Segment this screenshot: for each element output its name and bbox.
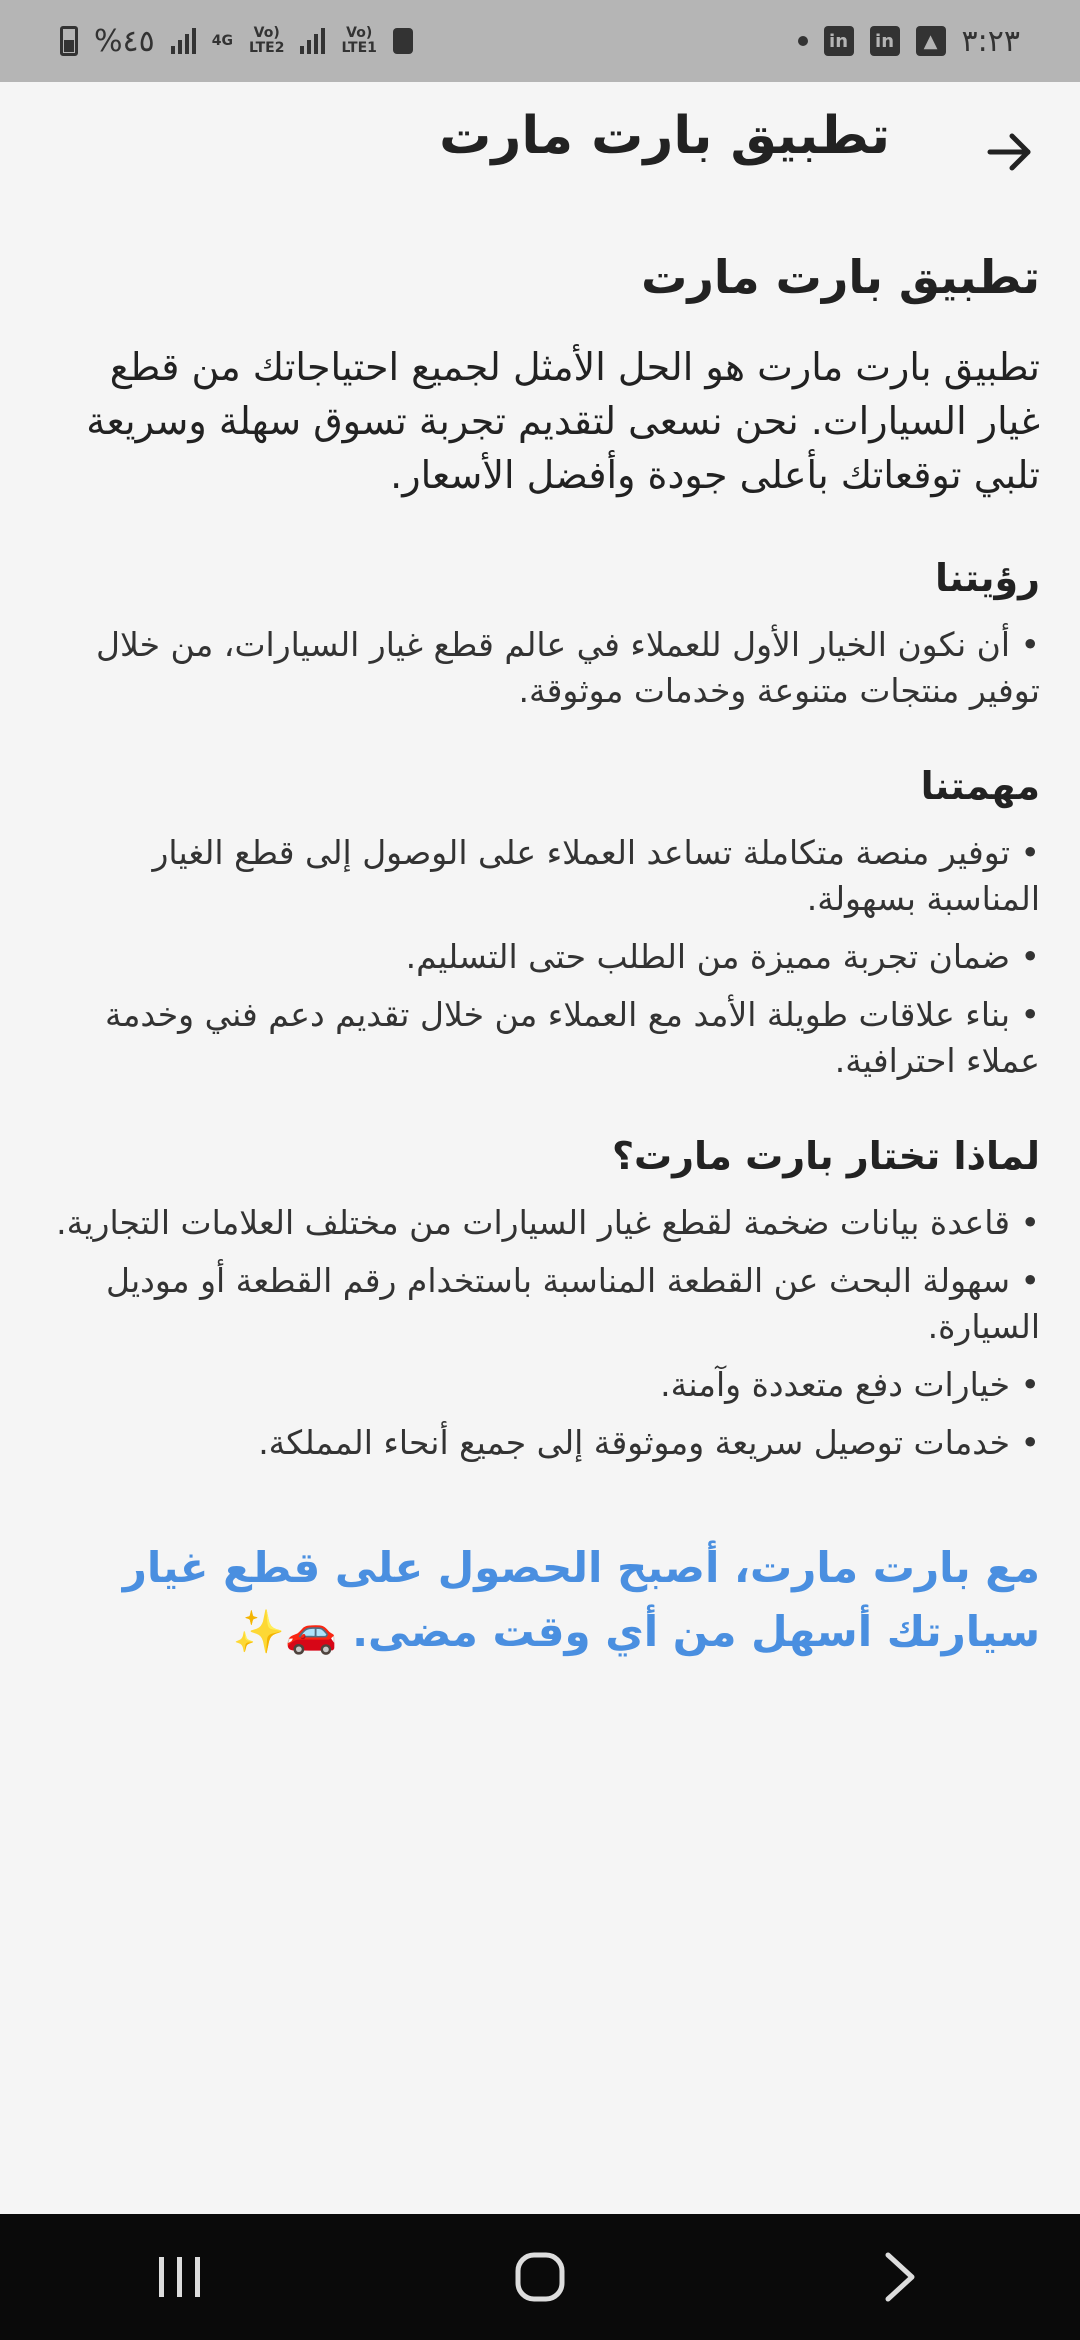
lte2-label: LTE2: [248, 40, 285, 56]
closing-statement: مع بارت مارت، أصبح الحصول على قطع غيار سيارتك أسهل من أي وقت مضى. 🚗✨: [122, 1543, 1040, 1656]
why-title: لماذا تختار بارت مارت؟: [611, 1134, 1040, 1178]
volte-label: Vo): [253, 25, 280, 41]
battery-icon: [60, 26, 78, 56]
status-time: ٣:٢٣: [961, 23, 1020, 59]
status-bar: [0, 0, 1080, 82]
list-item: • توفير منصة متكاملة تساعد العملاء على الوصول إلى قطع الغيار المناسبة بسهولة.: [40, 830, 1040, 922]
status-bar-left: [60, 24, 413, 59]
about-content: [40, 250, 1040, 1706]
network-lte2: [249, 26, 284, 56]
mission-list: [40, 830, 1040, 1084]
linkedin-icon: in: [824, 26, 854, 56]
system-nav-bar: [0, 2214, 1080, 2340]
arrow-right-icon: [986, 128, 1034, 176]
why-list: [40, 1200, 1040, 1466]
back-button[interactable]: [980, 122, 1040, 182]
notification-dot-icon: [798, 36, 808, 46]
signal-icon-2: [300, 28, 325, 54]
list-item: • بناء علاقات طويلة الأمد مع العملاء من خلال تقديم دعم فني وخدمة عملاء احترافية.: [40, 992, 1040, 1084]
volte-label: Vo): [346, 25, 373, 41]
linkedin-icon: in: [870, 26, 900, 56]
vision-title: رؤيتنا: [934, 556, 1040, 600]
app-header: [0, 82, 1080, 212]
list-item: • خدمات توصيل سريعة وموثوقة إلى جميع أنحاء المملكة.: [40, 1420, 1040, 1466]
intro-paragraph: تطبيق بارت مارت هو الحل الأمثل لجميع احتياجاتك من قطع غيار السيارات. نحن نسعى لتقديم تجربة تسوق سهلة وسريعة تلبي توقعاتك بأعلى جودة وأفضل الأسعار.: [86, 345, 1040, 497]
network-lte1: [341, 26, 376, 56]
recent-apps-button[interactable]: [130, 2237, 230, 2317]
vision-list: [40, 622, 1040, 714]
recent-apps-icon: [155, 2255, 205, 2299]
lte1-label: LTE1: [341, 40, 377, 56]
home-button[interactable]: [490, 2237, 590, 2317]
content-heading: تطبيق بارت مارت: [641, 250, 1040, 304]
image-icon: ▲: [916, 26, 946, 56]
list-item: • سهولة البحث عن القطعة المناسبة باستخدام رقم القطعة أو موديل السيارة.: [40, 1258, 1040, 1350]
signal-icon: [171, 28, 196, 54]
recycle-icon: [393, 28, 413, 54]
back-nav-button[interactable]: [850, 2237, 950, 2317]
list-item: • ضمان تجربة مميزة من الطلب حتى التسليم.: [40, 934, 1040, 980]
list-item: • قاعدة بيانات ضخمة لقطع غيار السيارات من مختلف العلامات التجارية.: [40, 1200, 1040, 1246]
list-item: • خيارات دفع متعددة وآمنة.: [40, 1362, 1040, 1408]
network-type-4g: 4G: [211, 32, 233, 49]
page-title: تطبيق بارت مارت: [439, 106, 890, 166]
list-item: • أن نكون الخيار الأول للعملاء في عالم قطع غيار السيارات، من خلال توفير منتجات متنوعة وخدمات موثوقة.: [40, 622, 1040, 714]
home-icon: [514, 2251, 566, 2303]
chevron-right-icon: [882, 2251, 918, 2303]
battery-percentage: %٤٥: [94, 23, 155, 59]
status-bar-right: [798, 24, 1020, 59]
mission-title: مهمتنا: [920, 764, 1040, 808]
